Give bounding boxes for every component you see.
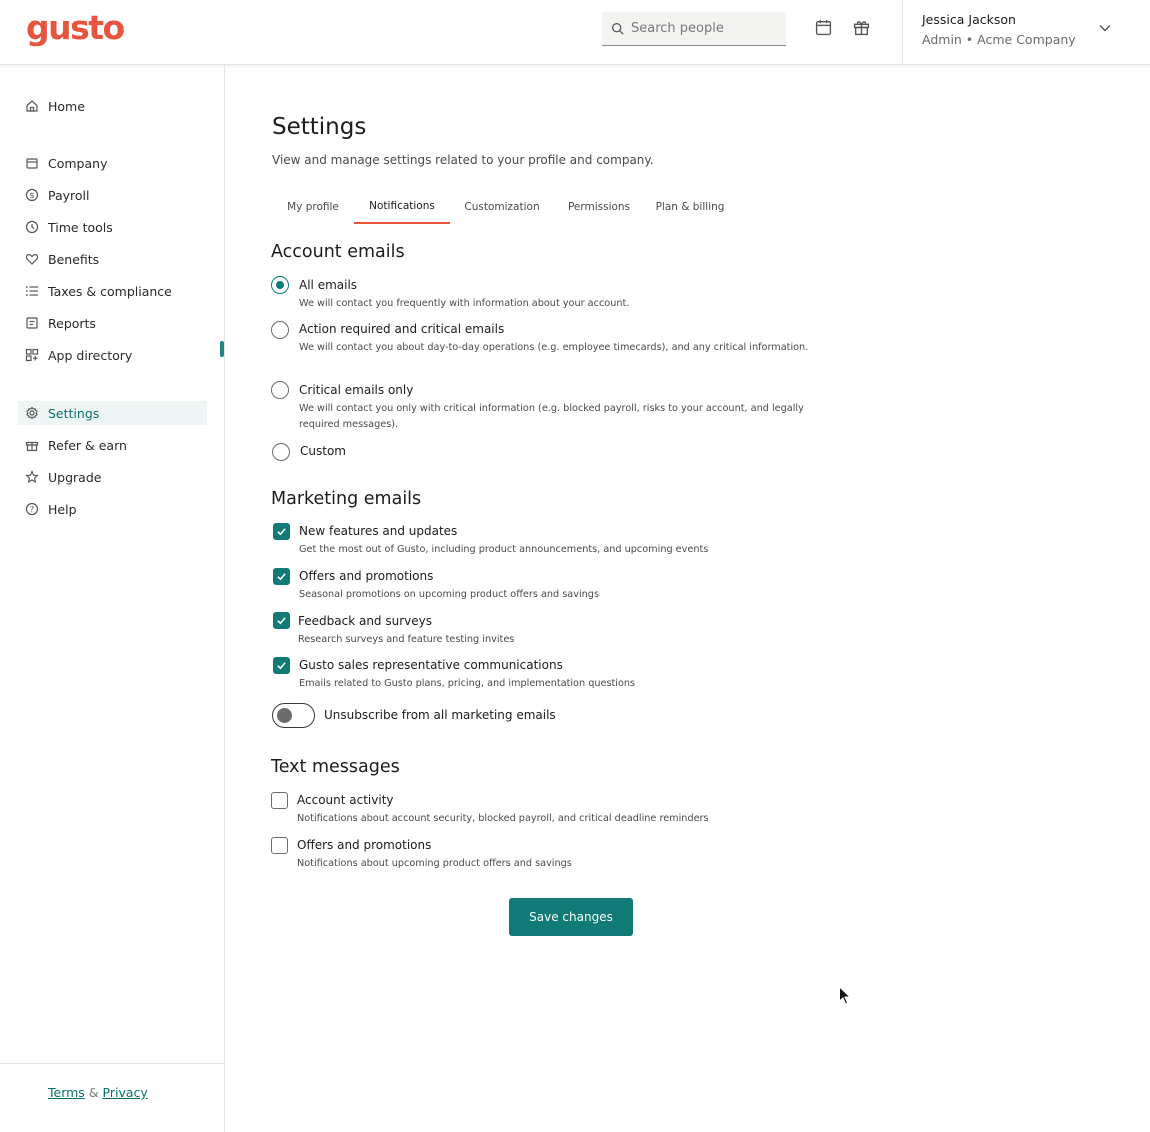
sidebar-item-help[interactable] [18, 497, 207, 521]
sidebar-item-benefits[interactable] [18, 247, 207, 271]
option-description: Emails related to Gusto plans, pricing, and implementation questions [299, 678, 636, 689]
sidebar-item-label: Payroll [48, 187, 90, 203]
marketing-emails-heading: Marketing emails [271, 489, 422, 509]
sidebar-item-settings[interactable] [18, 401, 207, 425]
privacy-link[interactable]: Privacy [102, 1085, 148, 1100]
option-description: Get the most out of Gusto, including product announcements, and upcoming events [299, 544, 709, 555]
search-input[interactable] [631, 21, 781, 36]
sidebar-item-upgrade[interactable] [18, 465, 207, 489]
checkbox-account-activity[interactable] [271, 792, 288, 809]
sidebar-item-payroll[interactable] [18, 183, 207, 207]
option-label[interactable]: Gusto sales representative communications [299, 658, 563, 672]
search-box[interactable] [602, 12, 786, 46]
tab-plan-billing[interactable]: Plan & billing [655, 201, 725, 213]
sidebar-footer-divider [0, 1063, 224, 1064]
svg-text:?: ? [29, 505, 35, 514]
sidebar-item-label: Reports [48, 315, 96, 331]
checkbox-text-offers[interactable] [271, 837, 288, 854]
header-divider [902, 0, 903, 64]
star-icon [25, 470, 39, 484]
sidebar-item-label: Company [48, 155, 108, 171]
option-label[interactable]: Offers and promotions [299, 569, 434, 583]
option-description: Seasonal promotions on upcoming product offers and savings [299, 589, 600, 600]
text-messages-heading: Text messages [271, 757, 400, 777]
option-label[interactable]: Feedback and surveys [298, 614, 432, 628]
document-icon [25, 316, 39, 330]
radio-critical-only[interactable] [271, 381, 289, 399]
gift-icon [25, 438, 39, 452]
radio-custom[interactable] [272, 443, 290, 461]
footer-amp: & [84, 1085, 103, 1100]
checkmark-icon [276, 571, 287, 582]
tab-permissions[interactable]: Permissions [567, 201, 631, 213]
gear-icon [25, 406, 39, 420]
sidebar-item-label: Upgrade [48, 469, 102, 485]
top-header [0, 0, 1150, 65]
svg-text:$: $ [29, 191, 35, 200]
sidebar-footer [48, 1085, 148, 1100]
checkbox-offers-promotions[interactable] [273, 568, 290, 585]
sidebar-item-label: Benefits [48, 251, 100, 267]
gusto-logo[interactable]: gusto [26, 8, 124, 47]
sidebar-item-taxes[interactable] [18, 279, 207, 303]
tab-customization[interactable]: Customization [464, 201, 540, 213]
gift-icon[interactable] [853, 19, 870, 36]
checkbox-new-features[interactable] [273, 523, 290, 540]
apps-icon [25, 348, 39, 362]
sidebar-item-time-tools[interactable] [18, 215, 207, 239]
sidebar-item-label: Taxes & compliance [48, 283, 172, 299]
option-description: Research surveys and feature testing invites [298, 634, 515, 645]
user-name[interactable]: Jessica Jackson [922, 12, 1016, 27]
search-icon [611, 22, 624, 35]
active-indicator [220, 341, 224, 357]
checkbox-sales-rep[interactable] [273, 657, 290, 674]
list-icon [25, 284, 39, 298]
chevron-down-icon[interactable] [1098, 21, 1112, 35]
option-label[interactable]: Custom [300, 444, 346, 458]
option-label[interactable]: Account activity [297, 793, 394, 807]
sidebar-item-label: App directory [48, 347, 133, 363]
sidebar [0, 65, 225, 1132]
sidebar-item-home[interactable] [18, 94, 207, 118]
sidebar-item-label: Settings [48, 405, 100, 421]
unsubscribe-label[interactable]: Unsubscribe from all marketing emails [324, 708, 556, 722]
checkmark-icon [276, 615, 287, 626]
user-role: Admin • Acme Company [922, 32, 1076, 47]
radio-action-required[interactable] [271, 321, 289, 339]
unsubscribe-toggle[interactable] [272, 703, 315, 728]
option-label[interactable]: New features and updates [299, 524, 458, 538]
option-label[interactable]: Offers and promotions [297, 838, 432, 852]
checkmark-icon [276, 660, 287, 671]
checkmark-icon [276, 526, 287, 537]
page-subtitle: View and manage settings related to your profile and company. [272, 153, 654, 167]
sidebar-item-refer-earn[interactable] [18, 433, 207, 457]
mouse-cursor-icon [838, 986, 852, 1006]
radio-all-emails[interactable] [271, 276, 289, 294]
sidebar-item-company[interactable] [18, 151, 207, 175]
option-label[interactable]: Action required and critical emails [299, 322, 505, 336]
option-label[interactable]: Critical emails only [299, 383, 414, 397]
home-icon [25, 99, 39, 113]
sidebar-item-label: Help [48, 501, 77, 517]
page-title: Settings [272, 114, 367, 140]
account-emails-heading: Account emails [271, 242, 405, 262]
tab-notifications[interactable]: Notifications [354, 190, 450, 224]
sidebar-item-reports[interactable] [18, 311, 207, 335]
clock-icon [25, 220, 39, 234]
checkbox-feedback-surveys[interactable] [273, 612, 290, 629]
help-icon [25, 502, 39, 516]
calendar-icon[interactable] [815, 19, 832, 36]
heart-icon [25, 252, 39, 266]
sidebar-item-app-directory[interactable] [18, 343, 207, 367]
option-description: Notifications about upcoming product offers and savings [297, 858, 572, 869]
option-description: Notifications about account security, blocked payroll, and critical deadline reminders [297, 813, 709, 824]
dollar-icon [25, 188, 39, 202]
sidebar-item-label: Refer & earn [48, 437, 127, 453]
terms-link[interactable]: Terms [48, 1085, 85, 1100]
option-description: We will contact you only with critical information (e.g. blocked payroll, risks to your account, and legally required messages). [299, 403, 804, 430]
option-description: We will contact you frequently with information about your account. [299, 298, 630, 309]
building-icon [25, 156, 39, 170]
tab-my-profile[interactable]: My profile [287, 201, 339, 213]
sidebar-item-label: Home [48, 98, 85, 114]
sidebar-item-label: Time tools [48, 219, 113, 235]
option-description: We will contact you about day-to-day operations (e.g. employee timecards), and any critical information. [299, 342, 809, 353]
save-changes-button[interactable]: Save changes [509, 898, 633, 936]
option-label[interactable]: All emails [299, 278, 358, 292]
